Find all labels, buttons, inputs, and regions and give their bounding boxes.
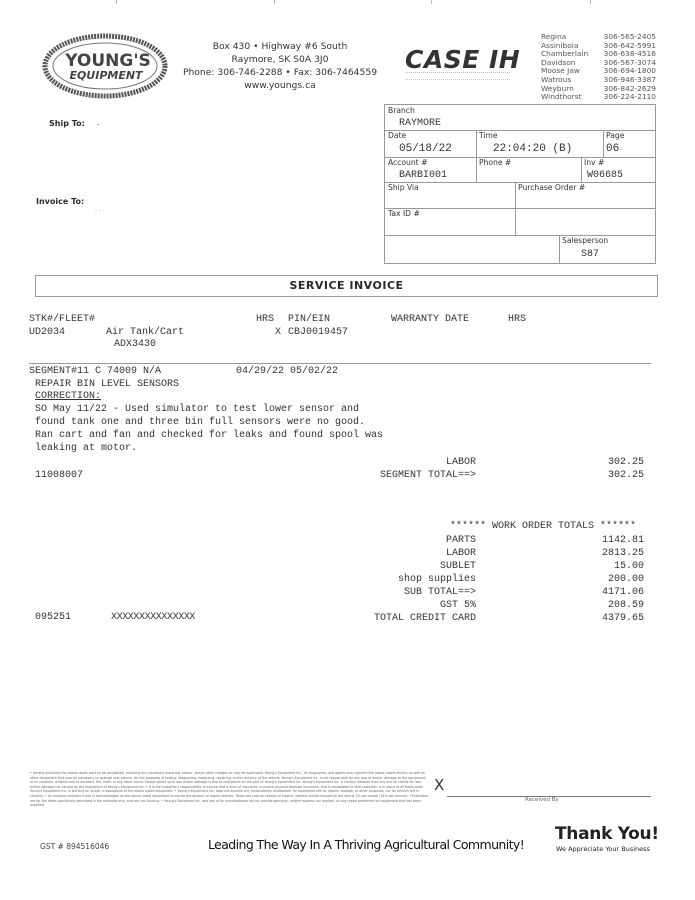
hrs-header: HRS [256,314,275,325]
correction-note-line: Ran cart and fan and checked for leaks and found spool was [35,430,384,441]
scan-tick-mark [116,0,117,4]
signature-x-mark: X [434,776,445,794]
pin-ein-header: PIN/EIN [288,314,331,325]
branch-name: Watrous [541,74,572,84]
branch-name: Regina [541,32,567,41]
unit-description: Air Tank/Cart [106,327,185,338]
totals-row-value: 208.59 [607,600,644,611]
page-label: Page [606,131,625,140]
invoice-to-label: Invoice To: [36,197,85,206]
purchase-order-label: Purchase Order # [518,183,586,192]
account-label: Account # [388,158,428,167]
branch-label: Branch [388,106,415,115]
inv-label: Inv # [584,158,605,167]
time-value: 22:04:20 (B) [493,143,573,155]
correction-note-line: SO May 11/22 - Used simulator to test lower sensor and [35,404,360,415]
salesperson-field [559,235,655,263]
account-field [385,157,476,182]
stk-fleet-header: STK#/FLEET# [29,314,96,325]
ship-via-label: Ship Via [388,183,419,192]
segment-total-label: SEGMENT TOTAL==> [379,470,476,481]
date-value: 05/18/22 [399,143,452,155]
branch-phone: 306-565-2405 [603,32,656,41]
time-field [476,130,603,157]
branch-name: Assiniboia [541,40,579,50]
page-value: 06 [606,143,620,155]
branch-field [385,105,655,130]
totals-row-label: SUB TOTAL==> [403,587,476,598]
segment-labor-label: LABOR [445,457,476,468]
branch-name: Weyburn [541,83,574,93]
company-address-block [170,40,390,92]
salesperson-label: Salesperson [562,236,609,245]
website-text: www.youngs.ca [244,80,316,91]
branch-phone: 306-842-2629 [603,83,656,93]
work-order-totals-heading: ****** WORK ORDER TOTALS ****** [450,521,637,532]
branch-name: Davidson [541,57,576,67]
totals-row-value: 4379.65 [601,613,644,624]
invoice-info-box [384,104,656,264]
thank-you-heading: Thank You! [555,824,659,844]
invoice-to-value: - - [95,207,102,214]
account-value: BARBI001 [399,170,448,181]
payment-reference: 095251 [35,612,72,623]
totals-row-value: 4171.06 [601,587,644,598]
phone-fax-line: Phone: 306-746-2288 • Fax: 306-7464559 [182,67,378,78]
received-by-label: Received By [525,797,559,803]
phone-label: Phone # [479,158,512,167]
date-label: Date [388,131,407,140]
section-divider [29,363,651,364]
segment-title: REPAIR BIN LEVEL SENSORS [35,379,180,390]
inv-value: W06685 [587,170,624,181]
case-ih-logo-underline [405,72,510,80]
case-ih-logo: CASE IH [405,45,521,74]
hrs-value: X [275,327,282,338]
warranty-date-header: WARRANTY DATE [391,314,470,325]
thank-you-subtitle: We Appreciate Your Business [556,845,650,853]
masked-card-number: XXXXXXXXXXXXXXX [111,612,196,623]
logo-text-line2: EQUIPMENT [69,69,143,82]
scan-tick-mark [590,0,591,4]
youngs-equipment-logo [42,33,168,99]
segment-labor-value: 302.25 [607,457,644,468]
branch-value: RAYMORE [399,118,442,129]
branch-phone: 306-567-3074 [603,57,656,67]
totals-row-label: TOTAL CREDIT CARD [373,613,476,624]
unit-model: ADX3430 [114,339,157,350]
ship-via-field [385,182,515,208]
hrs2-header: HRS [508,314,527,325]
totals-row-label: SUBLET [439,561,476,572]
totals-row-label: LABOR [445,548,476,559]
ship-to-label: Ship To: [49,119,85,128]
branch-phone: 306-224-2110 [603,92,656,102]
branch-name: Moose Jaw [541,66,580,76]
branch-row [541,93,656,102]
segment-code: 11008007 [35,470,84,481]
tax-id-field [385,208,515,235]
branch-phone-list [541,33,656,102]
address-line: Box 430 • Highway #6 South [212,41,348,52]
gst-number: GST # 894516046 [40,842,110,851]
pin-value: CBJ0019457 [288,327,349,338]
tax-id-label: Tax ID # [388,209,420,218]
page-field [603,130,655,157]
document-title: SERVICE INVOICE [35,275,658,297]
terms-fine-print: • Hereby authorize the above repair work to be completed, including any necessary materials, labour, and/or other charges as may be applicable. Young's Equipment Inc., its employees, and agents may operate the above noted vehicle, as well as other equipment that may be necessary to operate said vehicle, for the purposes of testing, diagnosing, inspecting, repairing, and/or delivery of the vehicle. Young's Equipment Inc. is not responsible for any loss of and/or damage to the equipment, or its contents, whether due to accident, fire, theft, or any other cause, except where such loss and/or damage is due to negligence on the part of Young's Equipment Inc. Young's Equipment Inc. is hereby released from any and all claims for loss and/or damage not caused by the negligence of Young's Equipment Inc. • It is the customer's responsibility to ensure that a level of insurance, including physical damage insurance, that is acceptable to that customer, is in place at all times while Young's Equipment Inc. is working on and/or in possession of the above noted equipment. • Young's Equipment Inc. does not assume any responsibility whatsoever for equipment left for repairs, storage, or other purposes, nor for articles left in vehicles. • An express mechanic's lien is acknowledged on the above noted equipment to secure the amount of repairs thereto. Terms are cash on receipt of invoice; interest will be charged at the rate of 2% per month (24% per annum). • Estimates are for the items specifically described in the estimate only, and are non-binding. • Young's Equipment Inc. and any of its manufacturers do not provide warranty, neither express nor implied, on any repair performed on equipment that has been modified. [30,771,428,808]
logo-text-line1: YOUNG'S [65,51,151,71]
company-slogan: Leading The Way In A Thriving Agricultural Community! [208,837,525,852]
phone-field [476,157,581,182]
branch-phone: 306-638-4516 [603,49,656,59]
segment-dates: 04/29/22 05/02/22 [236,366,339,377]
inv-field [581,157,655,182]
correction-note-line: leaking at motor. [35,443,138,454]
branch-phone: 306-642-5991 [603,40,656,50]
time-label: Time [479,131,498,140]
branch-phone: 306-694-1800 [603,66,656,76]
totals-row-label: PARTS [445,535,476,546]
salesperson-value: S87 [581,249,600,260]
totals-row-value: 1142.81 [601,535,644,546]
branch-name: Windthorst [541,92,582,102]
totals-row-label: shop supplies [397,574,476,585]
purchase-order-field [515,182,655,208]
segment-header: SEGMENT#11 C 74009 N/A [29,366,162,377]
correction-note-line: found tank one and three bin full sensors were no good. [35,417,366,428]
stock-number: UD2034 [29,327,66,338]
totals-row-label: GST 5% [439,600,476,611]
totals-row-value: 2813.25 [601,548,644,559]
totals-row-value: 200.00 [607,574,644,585]
segment-total-value: 302.25 [607,470,644,481]
totals-row-value: 15.00 [613,561,644,572]
scan-tick-mark [274,0,275,4]
branch-name: Chamberlain [541,49,589,59]
correction-label: CORRECTION: [35,391,102,402]
date-field [385,130,476,157]
branch-phone: 306-946-3387 [603,74,656,84]
address-city-line: Raymore, SK S0A 3J0 [231,54,329,65]
scan-tick-mark [431,0,432,4]
ship-to-value: . [97,118,100,127]
